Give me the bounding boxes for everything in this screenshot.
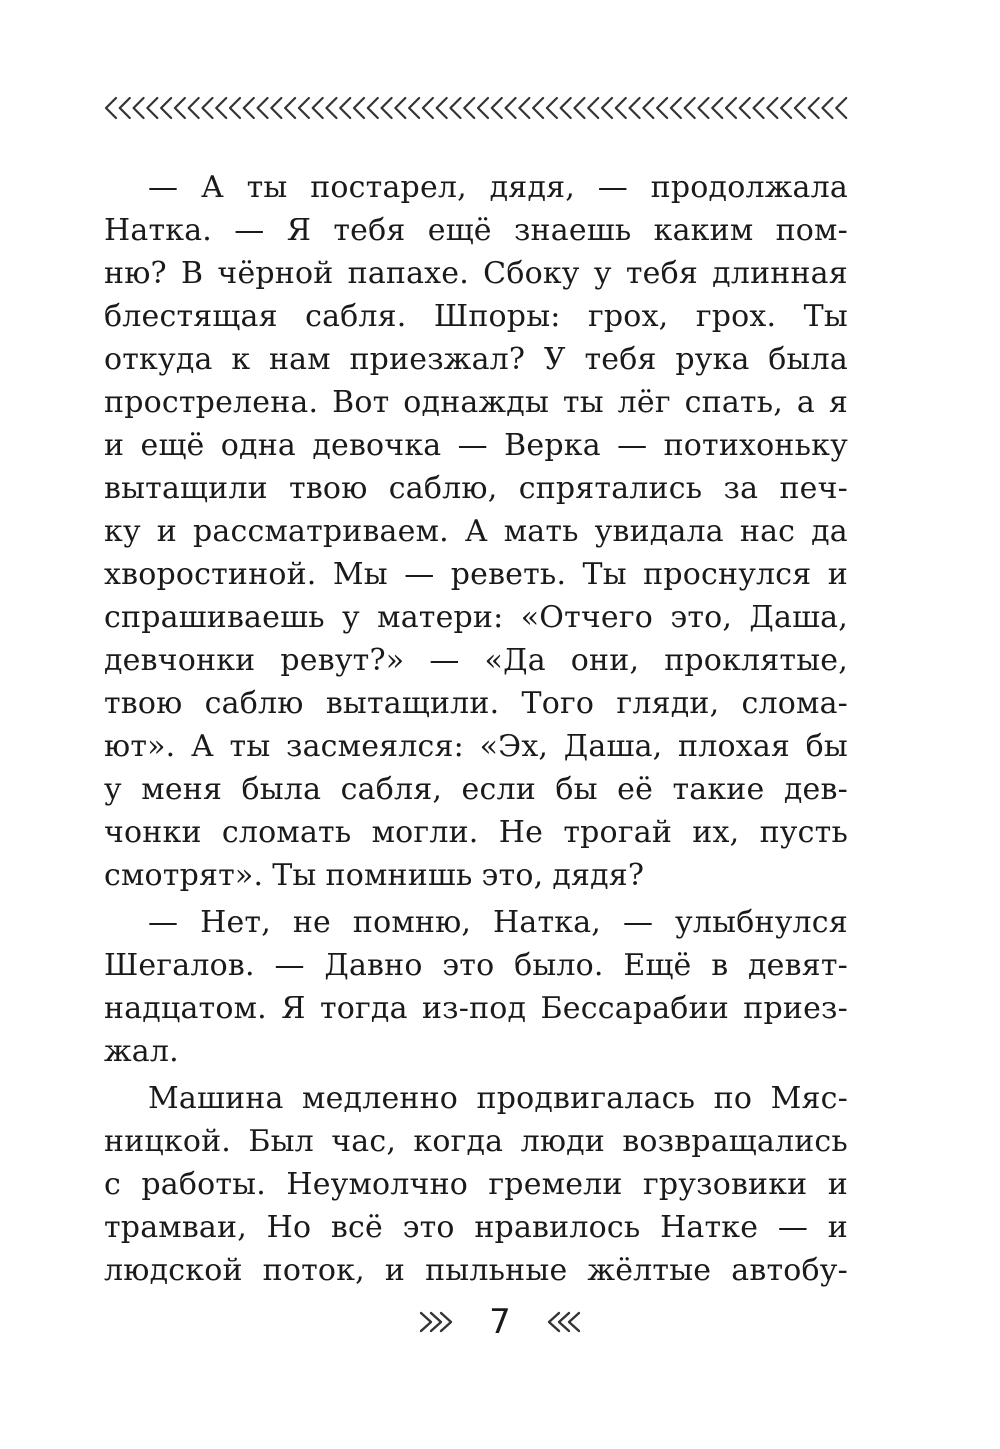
text-line: Натка. — Я тебя ещё знаешь каким пом- bbox=[104, 213, 848, 248]
ornament-chevron bbox=[202, 98, 212, 118]
ornament-chevron bbox=[450, 98, 460, 118]
text-line: трамваи, Но всё это нравилось Натке — и bbox=[104, 1210, 848, 1245]
text-line: откуда к нам приезжал? У тебя рука была bbox=[104, 342, 848, 377]
text-line: прострелена. Вот однажды ты лёг спать, а я bbox=[104, 385, 848, 420]
ornament-chevron bbox=[533, 98, 543, 118]
ornament-chevron bbox=[230, 98, 240, 118]
ornament-chevron bbox=[740, 98, 750, 118]
text-line: блестящая сабля. Шпоры: грох, грох. Ты bbox=[104, 299, 848, 334]
ornament-chevron bbox=[189, 98, 199, 118]
text-line: — Нет, не помню, Натка, — улыбнулся bbox=[148, 905, 848, 940]
ornament-chevron bbox=[313, 98, 323, 118]
ornament-chevron bbox=[506, 98, 516, 118]
ornament-chevron bbox=[437, 98, 447, 118]
text-line: Машина медленно продвигалась по Мяс- bbox=[148, 1081, 848, 1116]
ornament-chevron bbox=[602, 98, 612, 118]
ornament-chevron bbox=[698, 98, 708, 118]
ornament-chevron bbox=[147, 98, 157, 118]
page-number: 7 bbox=[489, 1302, 511, 1342]
ornament-chevron bbox=[726, 98, 736, 118]
ornament-chevron bbox=[616, 98, 626, 118]
double-chevron-left-icon bbox=[537, 1309, 581, 1335]
ornament-chevron bbox=[478, 98, 488, 118]
ornament-chevron bbox=[767, 98, 777, 118]
text-line: ют». А ты засмеялся: «Эх, Даша, плохая бы bbox=[104, 729, 848, 764]
ornament-chevron bbox=[216, 98, 226, 118]
text-line: смотрят». Ты помнишь это, дядя? bbox=[104, 858, 645, 893]
text-line: твою саблю вытащили. Того гляди, слома- bbox=[104, 686, 848, 721]
ornament-chevron bbox=[134, 98, 144, 118]
text-line: с работы. Неумолчно гремели грузовики и bbox=[104, 1167, 848, 1202]
ornament-chevron bbox=[285, 98, 295, 118]
ornament-chevron bbox=[630, 98, 640, 118]
ornament-chevron bbox=[258, 98, 268, 118]
text-line: ню? В чёрной папахе. Сбоку у тебя длинная bbox=[104, 256, 848, 291]
ornament-chevron bbox=[836, 98, 846, 118]
text-line: у меня была сабля, если бы её такие дев- bbox=[104, 772, 848, 807]
body-text bbox=[104, 166, 848, 1292]
text-line: надцатом. Я тогда из-под Бессарабии приез- bbox=[104, 991, 848, 1026]
ornament-chevron bbox=[561, 98, 571, 118]
text-line: ницкой. Был час, когда люди возвращались bbox=[104, 1124, 848, 1159]
ornament-chevron bbox=[120, 98, 130, 118]
ornament-chevron bbox=[409, 98, 419, 118]
ornament-chevron bbox=[423, 98, 433, 118]
ornament-chevron bbox=[340, 98, 350, 118]
ornament-chevron bbox=[354, 98, 364, 118]
ornament-chevron bbox=[795, 98, 805, 118]
text-line: девчонки ревут?» — «Да они, проклятые, bbox=[104, 643, 848, 678]
ornament-chevron bbox=[671, 98, 681, 118]
ornament-chevron bbox=[464, 98, 474, 118]
text-line: — А ты постарел, дядя, — продолжала bbox=[148, 170, 848, 205]
ornament-chevron bbox=[643, 98, 653, 118]
ornament-chevron bbox=[547, 98, 557, 118]
ornament-chevron bbox=[492, 98, 502, 118]
text-line: и ещё одна девочка — Верка — потихоньку bbox=[104, 428, 848, 463]
text-line: чонки сломать могли. Не трогай их, пусть bbox=[104, 815, 848, 850]
text-line: спрашиваешь у матери: «Отчего это, Даша, bbox=[104, 600, 848, 635]
ornament-chevron bbox=[382, 98, 392, 118]
ornament-chevron bbox=[161, 98, 171, 118]
chevron-row-ornament-icon bbox=[104, 92, 848, 124]
ornament-chevron bbox=[822, 98, 832, 118]
ornament-chevron bbox=[685, 98, 695, 118]
ornament-chevron bbox=[657, 98, 667, 118]
ornament-chevron bbox=[809, 98, 819, 118]
ornament-chevron bbox=[326, 98, 336, 118]
text-line: хворостиной. Мы — реветь. Ты проснулся и bbox=[104, 557, 848, 592]
ornament-chevron bbox=[244, 98, 254, 118]
ornament-chevron bbox=[712, 98, 722, 118]
ornament-chevron bbox=[574, 98, 584, 118]
ornament-chevron bbox=[299, 98, 309, 118]
ornament-chevron bbox=[588, 98, 598, 118]
text-line: ку и рассматриваем. А мать увидала нас да bbox=[104, 514, 848, 549]
text-line: людской поток, и пыльные жёлтые автобу- bbox=[104, 1253, 848, 1288]
text-line: вытащили твою саблю, спрятались за печ- bbox=[104, 471, 848, 506]
ornament-chevron bbox=[106, 98, 116, 118]
double-chevron-right-icon bbox=[419, 1309, 463, 1335]
ornament-chevron bbox=[781, 98, 791, 118]
ornament-chevron bbox=[754, 98, 764, 118]
ornament-chevron bbox=[395, 98, 405, 118]
ornament-chevron bbox=[175, 98, 185, 118]
ornament-chevron bbox=[519, 98, 529, 118]
text-line: Шегалов. — Давно это было. Ещё в девят- bbox=[104, 948, 848, 983]
ornament-chevron bbox=[368, 98, 378, 118]
ornament-chevron bbox=[271, 98, 281, 118]
page-footer bbox=[0, 1297, 1000, 1347]
text-line: жал. bbox=[104, 1034, 179, 1069]
